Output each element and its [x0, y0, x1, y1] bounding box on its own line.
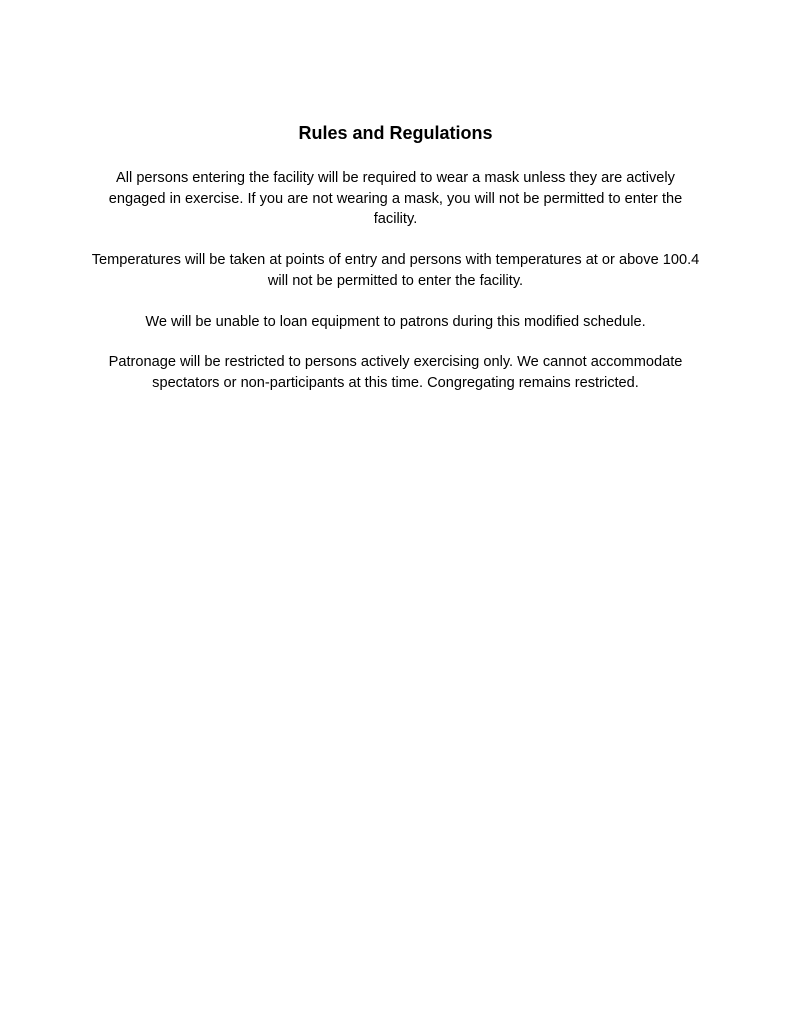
paragraph-line: Temperatures will be taken at points of entry and persons with temperatures at or above 100.4: [91, 252, 700, 268]
paragraph-line: All persons entering the facility will be required to wear a mask unless they are actively: [116, 170, 675, 186]
paragraph-temperature-check: [85, 250, 706, 291]
paragraph-equipment-loan: [85, 312, 706, 333]
paragraph-line: spectators or non-participants at this time. Congregating remains restricted.: [152, 374, 639, 391]
paragraph-line: facility.: [373, 211, 418, 227]
paragraph-patronage: [100, 352, 691, 393]
paragraph-line: engaged in exercise. If you are not wearing a mask, you will not be permitted to enter the: [108, 190, 683, 207]
paragraph-mask-requirement: [100, 168, 691, 230]
paragraph-line: Patronage will be restricted to persons actively exercising only. We cannot accommodate: [108, 354, 683, 370]
paragraph-line: will not be permitted to enter the facility.: [267, 272, 524, 289]
page-title: Rules and Regulations: [298, 123, 493, 143]
paragraph-line: We will be unable to loan equipment to patrons during this modified schedule.: [145, 314, 646, 330]
